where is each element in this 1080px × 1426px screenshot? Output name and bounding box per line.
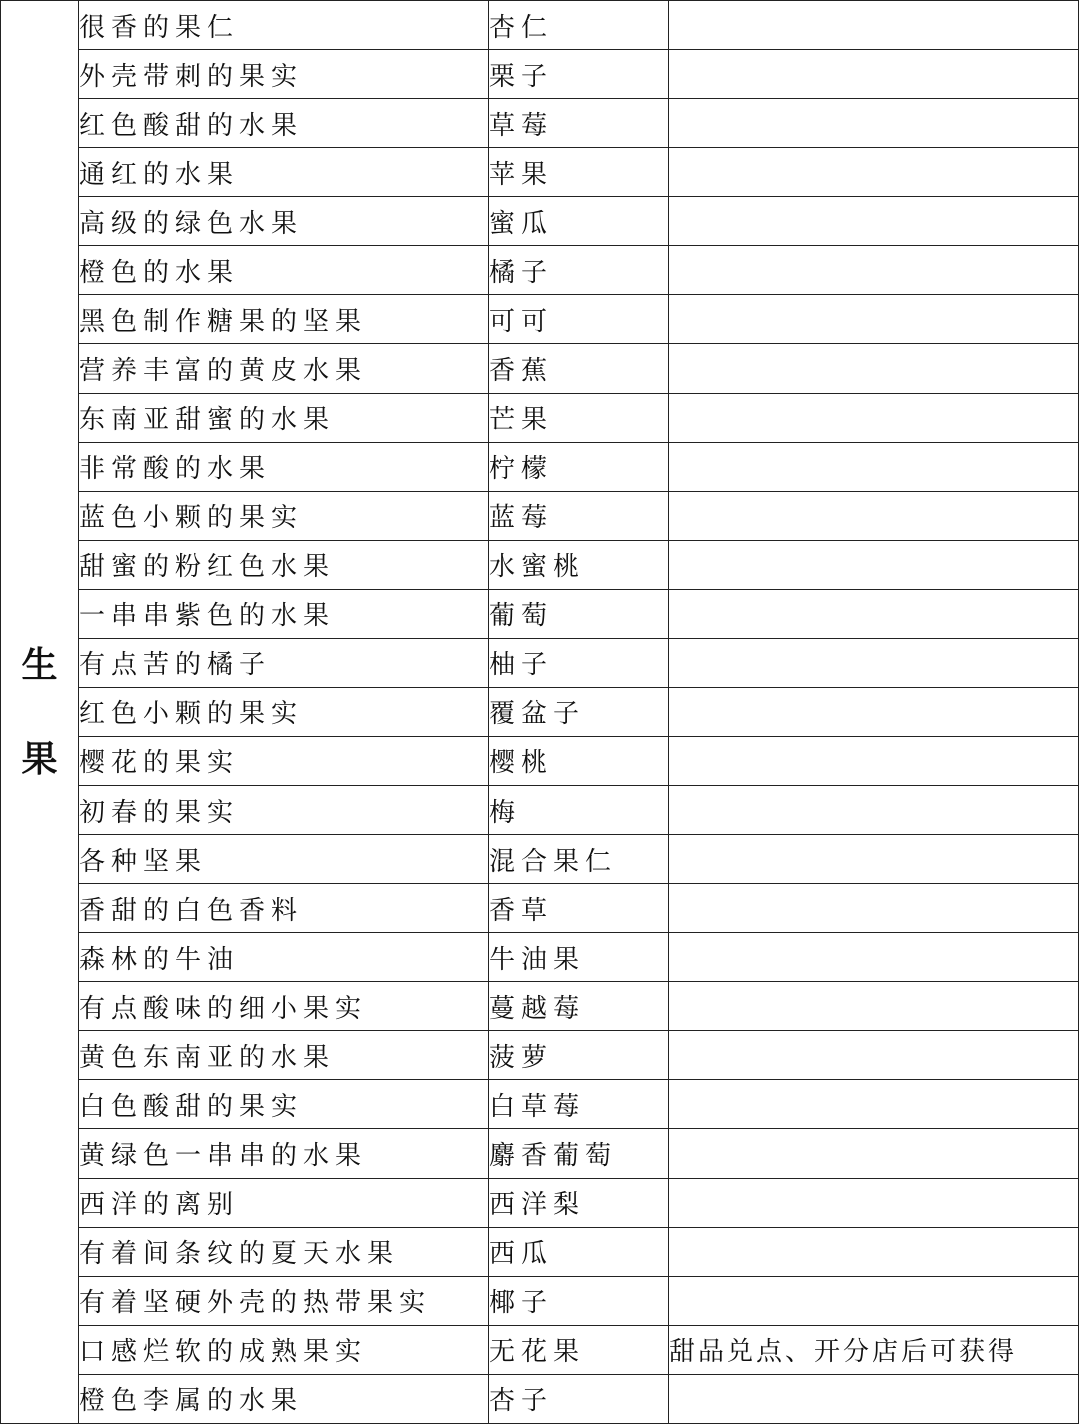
note-cell [669, 933, 1079, 982]
fruit-name-cell: 菠萝 [489, 1031, 669, 1080]
note-cell [669, 1276, 1079, 1325]
note-cell [669, 50, 1079, 99]
table-row [1, 1325, 1079, 1374]
table-row [1, 393, 1079, 442]
table-row [1, 1276, 1079, 1325]
table-row [1, 1080, 1079, 1129]
description-cell: 初春的果实 [79, 786, 489, 835]
description-cell: 白色酸甜的果实 [79, 1080, 489, 1129]
description-cell: 外壳带刺的果实 [79, 50, 489, 99]
description-cell: 有点酸味的细小果实 [79, 982, 489, 1031]
note-cell [669, 736, 1079, 785]
table-row [1, 589, 1079, 638]
description-cell: 黄色东南亚的水果 [79, 1031, 489, 1080]
table-row [1, 1129, 1079, 1178]
table-row [1, 148, 1079, 197]
fruit-name-cell: 无花果 [489, 1325, 669, 1374]
description-cell: 有着坚硬外壳的热带果实 [79, 1276, 489, 1325]
description-cell: 红色酸甜的水果 [79, 99, 489, 148]
note-cell [669, 540, 1079, 589]
fruit-name-cell: 草莓 [489, 99, 669, 148]
note-cell [669, 835, 1079, 884]
note-cell [669, 1374, 1079, 1423]
note-cell [669, 442, 1079, 491]
note-cell: 甜品兑点、开分店后可获得 [669, 1325, 1079, 1374]
note-cell [669, 1178, 1079, 1227]
description-cell: 高级的绿色水果 [79, 197, 489, 246]
description-cell: 口感烂软的成熟果实 [79, 1325, 489, 1374]
note-cell [669, 1080, 1079, 1129]
description-cell: 西洋的离别 [79, 1178, 489, 1227]
note-cell [669, 1227, 1079, 1276]
table-row [1, 835, 1079, 884]
fruit-name-cell: 麝香葡萄 [489, 1129, 669, 1178]
table-row [1, 442, 1079, 491]
fruit-name-cell: 蓝莓 [489, 491, 669, 540]
fruit-name-cell: 覆盆子 [489, 687, 669, 736]
description-cell: 有着间条纹的夏天水果 [79, 1227, 489, 1276]
description-cell: 非常酸的水果 [79, 442, 489, 491]
table-row [1, 344, 1079, 393]
fruit-name-cell: 柚子 [489, 638, 669, 687]
fruit-name-cell: 椰子 [489, 1276, 669, 1325]
note-cell [669, 148, 1079, 197]
table-row [1, 540, 1079, 589]
note-cell [669, 589, 1079, 638]
description-cell: 橙色的水果 [79, 246, 489, 295]
table-row [1, 1031, 1079, 1080]
note-cell [669, 638, 1079, 687]
table-row [1, 50, 1079, 99]
description-cell: 一串串紫色的水果 [79, 589, 489, 638]
note-cell [669, 197, 1079, 246]
description-cell: 樱花的果实 [79, 736, 489, 785]
description-cell: 红色小颗的果实 [79, 687, 489, 736]
fruit-name-cell: 橘子 [489, 246, 669, 295]
table-row [1, 295, 1079, 344]
fruit-name-cell: 杏仁 [489, 1, 669, 50]
fruit-name-cell: 杏子 [489, 1374, 669, 1423]
description-cell: 营养丰富的黄皮水果 [79, 344, 489, 393]
fruit-name-cell: 水蜜桃 [489, 540, 669, 589]
fruit-name-cell: 芒果 [489, 393, 669, 442]
note-cell [669, 982, 1079, 1031]
fruit-name-cell: 柠檬 [489, 442, 669, 491]
description-cell: 有点苦的橘子 [79, 638, 489, 687]
note-cell [669, 1, 1079, 50]
description-cell: 通红的水果 [79, 148, 489, 197]
table-row [1, 1178, 1079, 1227]
fruit-name-cell: 葡萄 [489, 589, 669, 638]
category-label: 生果 [21, 644, 58, 780]
description-cell: 甜蜜的粉红色水果 [79, 540, 489, 589]
note-cell [669, 1031, 1079, 1080]
note-cell [669, 246, 1079, 295]
fruit-name-cell: 可可 [489, 295, 669, 344]
note-cell [669, 491, 1079, 540]
table-row [1, 884, 1079, 933]
note-cell [669, 99, 1079, 148]
description-cell: 很香的果仁 [79, 1, 489, 50]
fruit-name-cell: 梅 [489, 786, 669, 835]
table-row [1, 933, 1079, 982]
description-cell: 香甜的白色香料 [79, 884, 489, 933]
description-cell: 蓝色小颗的果实 [79, 491, 489, 540]
table-row [1, 491, 1079, 540]
description-cell: 东南亚甜蜜的水果 [79, 393, 489, 442]
fruit-name-cell: 樱桃 [489, 736, 669, 785]
fruit-name-cell: 蜜瓜 [489, 197, 669, 246]
fruit-name-cell: 栗子 [489, 50, 669, 99]
table-row [1, 638, 1079, 687]
note-cell [669, 344, 1079, 393]
note-cell [669, 687, 1079, 736]
fruit-name-cell: 混合果仁 [489, 835, 669, 884]
fruit-name-cell: 蔓越莓 [489, 982, 669, 1031]
fruit-name-cell: 牛油果 [489, 933, 669, 982]
table-row [1, 736, 1079, 785]
table-row [1, 197, 1079, 246]
description-cell: 黄绿色一串串的水果 [79, 1129, 489, 1178]
table-row [1, 982, 1079, 1031]
note-cell [669, 884, 1079, 933]
table-row [1, 1374, 1079, 1423]
fruit-name-cell: 西洋梨 [489, 1178, 669, 1227]
fruit-name-cell: 苹果 [489, 148, 669, 197]
table-row [1, 786, 1079, 835]
fruit-name-cell: 西瓜 [489, 1227, 669, 1276]
description-cell: 黑色制作糖果的坚果 [79, 295, 489, 344]
table-row [1, 1, 1079, 50]
description-cell: 森林的牛油 [79, 933, 489, 982]
table-row [1, 99, 1079, 148]
note-cell [669, 786, 1079, 835]
fruit-table-body [1, 1, 1079, 1424]
table-row [1, 246, 1079, 295]
fruit-name-cell: 白草莓 [489, 1080, 669, 1129]
note-cell [669, 393, 1079, 442]
table-row [1, 1227, 1079, 1276]
note-cell [669, 295, 1079, 344]
fruit-name-cell: 香蕉 [489, 344, 669, 393]
description-cell: 各种坚果 [79, 835, 489, 884]
fruit-name-cell: 香草 [489, 884, 669, 933]
description-cell: 橙色李属的水果 [79, 1374, 489, 1423]
category-cell [1, 1, 79, 1424]
note-cell [669, 1129, 1079, 1178]
table-row [1, 687, 1079, 736]
